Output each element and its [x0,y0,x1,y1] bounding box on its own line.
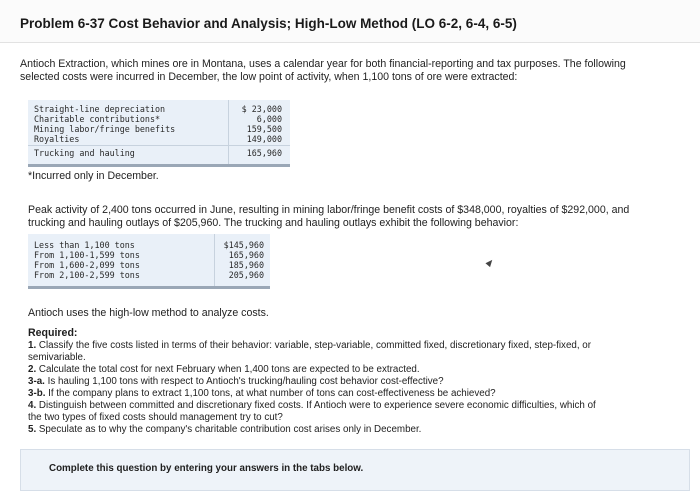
requirement-item [28,424,648,436]
behavior-row [34,270,264,280]
requirement-item [28,400,648,423]
peak-line-2: trucking and hauling outlays of $205,960. The trucking and hauling outlays exhibit the following behavior: [28,216,519,229]
cost-label: Royalties [34,134,80,144]
requirement-text: Distinguish between committed and discretionary fixed costs. If Antioch were to experience severe economic difficulties, which of [36,400,596,411]
intro-line-1: Antioch Extraction, which mines ore in Montana, uses a calendar year for both financial-reporting and tax purposes. The following [20,58,626,70]
behavior-label: Less than 1,100 tons [34,240,135,250]
requirement-text: Calculate the total cost for next February when 1,400 tons are expected to be extracted. [36,364,420,375]
requirement-text: Classify the five costs listed in terms of their behavior: variable, step-variable, committed fixed, discretionary fixed, step-fixed, or [36,340,592,351]
requirement-number: 2. [28,364,37,375]
cost-value: 6,000 [256,114,282,124]
requirement-item [28,364,648,376]
cost-value: 149,000 [246,134,282,144]
cost-row [34,134,282,144]
header-bar [0,0,700,43]
requirement-item [28,376,648,388]
cost-value: 165,960 [246,148,282,158]
cost-row [34,124,282,134]
problem-title: Problem 6-37 Cost Behavior and Analysis; High-Low Method (LO 6-2, 6-4, 6-5) [20,16,517,31]
requirement-number: 3-b. [28,388,46,399]
behavior-value: 165,960 [228,250,264,260]
requirement-text-continued: the two types of fixed costs should management try to cut? [28,411,283,423]
requirement-text: If the company plans to extract 1,100 tons, at what number of tons can cost-effectiveness be achieved? [45,388,496,399]
requirement-number: 3-a. [28,376,45,387]
footnote: *Incurred only in December. [28,170,159,182]
behavior-label: From 1,600-2,099 tons [34,260,140,270]
cost-label: Charitable contributions* [34,114,161,124]
behavior-row [34,260,264,270]
cost-label: Straight-line depreciation [34,104,166,114]
requirement-item [28,340,648,363]
method-statement: Antioch uses the high-low method to analyze costs. [28,307,269,319]
requirement-number: 1. [28,340,37,351]
cost-row [34,148,282,158]
required-heading: Required: [28,327,78,339]
behavior-value: 205,960 [228,270,264,280]
december-costs-table [28,100,290,167]
instructions-box [20,449,690,491]
behavior-row [34,240,264,250]
cost-value: $ 23,000 [241,104,282,114]
behavior-value: $145,960 [223,240,264,250]
requirement-number: 5. [28,424,37,435]
requirement-text: Is hauling 1,100 tons with respect to Antioch's trucking/hauling cost behavior cost-effective? [44,376,444,387]
peak-line-1: Peak activity of 2,400 tons occurred in June, resulting in mining labor/fringe benefit costs of $348,000, royalties of $292,000, and [28,204,630,216]
cost-label: Trucking and hauling [34,148,135,158]
instructions-text: Complete this question by entering your answers in the tabs below. [49,463,364,474]
behavior-label: From 1,100-1,599 tons [34,250,140,260]
requirement-item [28,388,648,400]
behavior-value: 185,960 [228,260,264,270]
peak-paragraph [28,204,629,229]
behavior-row [34,250,264,260]
cost-value: 159,500 [246,124,282,134]
trucking-behavior-table [28,234,270,289]
cost-row [34,104,282,114]
requirement-number: 4. [28,400,37,411]
intro-line-2: selected costs were incurred in December, the low point of activity, when 1,100 tons of ore were extracted: [20,70,518,83]
requirement-text: Speculate as to why the company's charitable contribution cost arises only in December. [36,424,422,435]
row-divider [28,145,290,146]
cost-row [34,114,282,124]
requirement-text-continued: semivariable. [28,351,86,363]
cost-label: Mining labor/fringe benefits [34,124,176,134]
behavior-label: From 2,100-2,599 tons [34,270,140,280]
intro-paragraph [20,58,626,83]
mouse-cursor-icon [485,258,494,267]
